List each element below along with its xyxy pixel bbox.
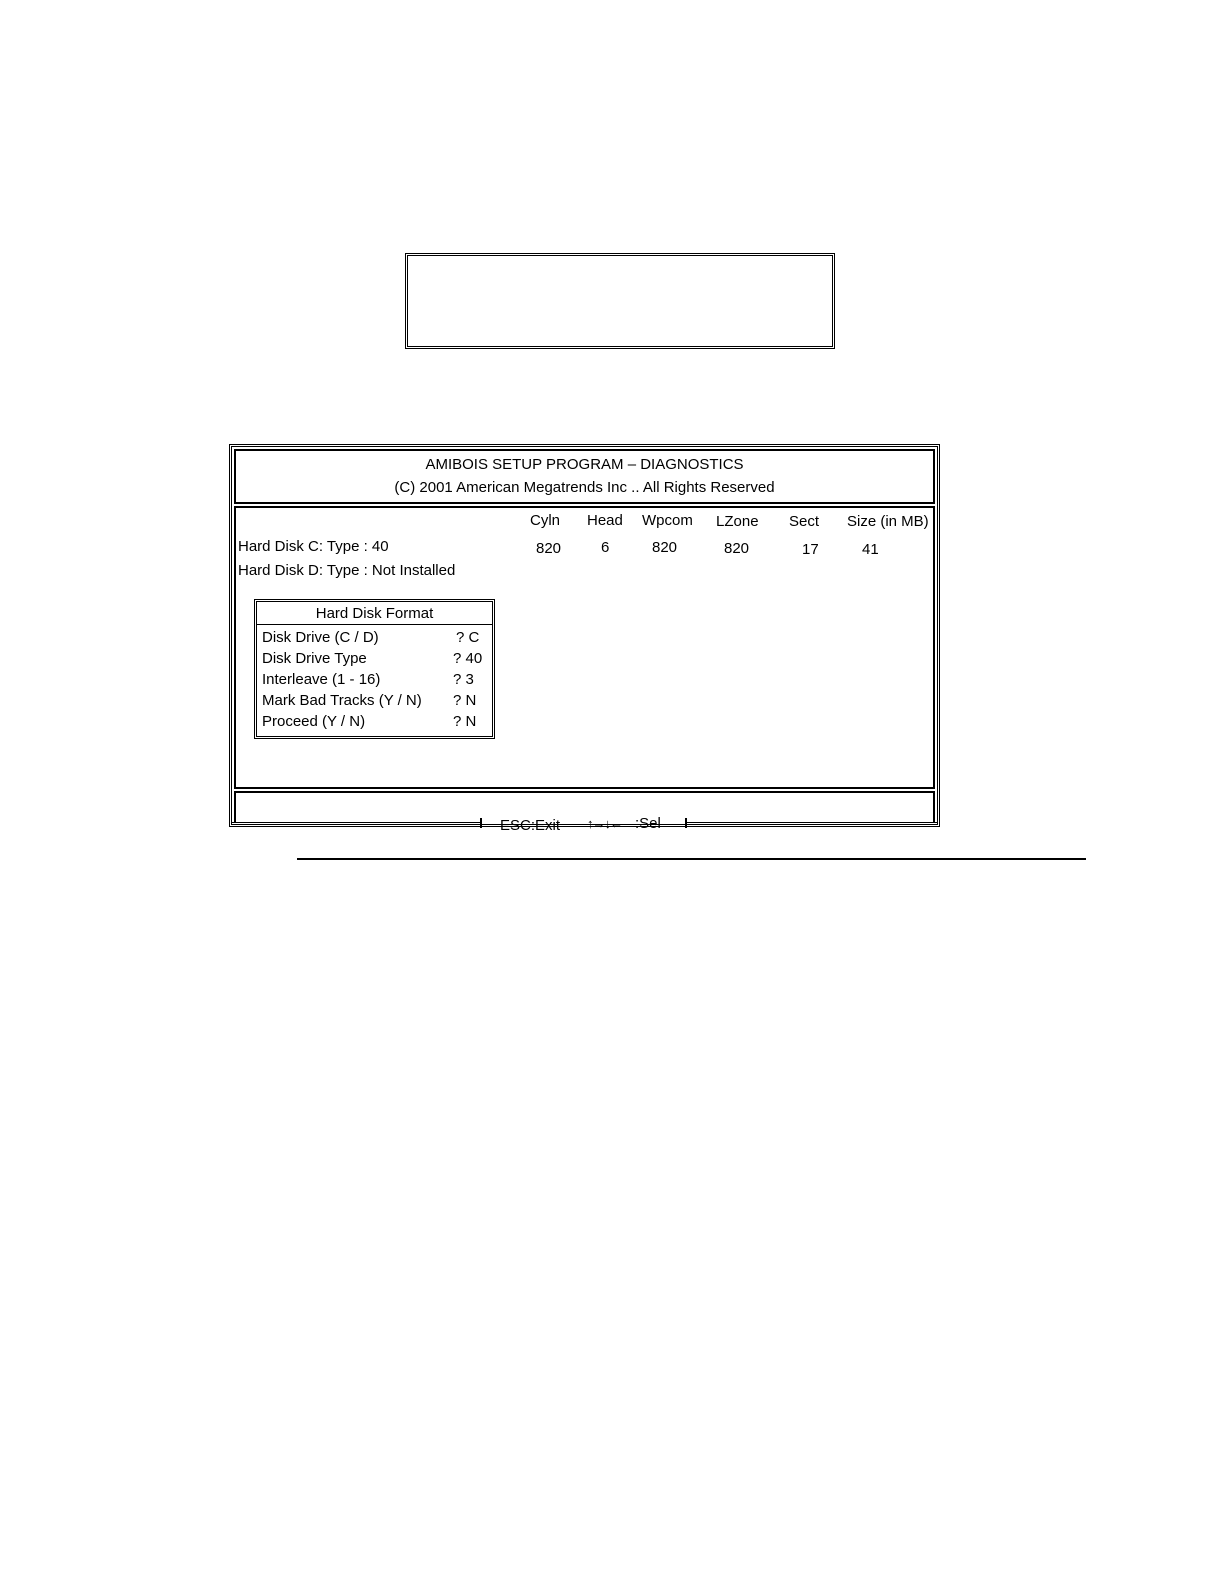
column-header-lzone: LZone xyxy=(716,513,759,530)
footer-rule-left xyxy=(232,822,482,825)
disk-d-label[interactable]: Hard Disk D: Type : Not Installed xyxy=(238,562,456,579)
arrow-keys-icon: ↑→↓← xyxy=(587,816,622,831)
format-row-label: Proceed (Y / N) xyxy=(262,713,366,730)
bios-footer xyxy=(234,791,935,822)
format-row-value[interactable]: ? 3 xyxy=(453,671,474,688)
column-header-sect: Sect xyxy=(789,513,820,530)
format-row-label: Disk Drive (C / D) xyxy=(262,629,379,646)
format-row-label: Disk Drive Type xyxy=(262,650,367,667)
format-row-label: Mark Bad Tracks (Y / N) xyxy=(262,692,422,709)
column-header-size: Size (in MB) xyxy=(847,513,929,530)
footer-rule-left-end xyxy=(480,818,482,828)
esc-exit-hint: ESC:Exit xyxy=(500,817,561,834)
select-hint: :Sel xyxy=(635,815,661,832)
format-dialog-title: Hard Disk Format xyxy=(315,605,434,622)
disk-c-head: 6 xyxy=(601,539,610,556)
format-row-value[interactable]: ? N xyxy=(453,713,477,730)
disk-c-lzone: 820 xyxy=(724,540,750,557)
format-dialog-title-bar xyxy=(257,602,492,625)
disk-c-cyln: 820 xyxy=(536,540,562,557)
column-header-wpcom: Wpcom xyxy=(642,512,693,529)
setup-title: AMIBOIS SETUP PROGRAM – DIAGNOSTICS xyxy=(425,456,744,473)
format-row-label: Interleave (1 - 16) xyxy=(262,671,381,688)
disk-c-sect: 17 xyxy=(802,541,819,558)
page-separator-line xyxy=(297,858,1086,860)
format-row-value[interactable]: ? 40 xyxy=(453,650,483,667)
format-row-value[interactable]: ? C xyxy=(456,629,480,646)
column-header-head: Head xyxy=(587,512,623,529)
disk-c-wpcom: 820 xyxy=(652,539,678,556)
copyright-line: (C) 2001 American Megatrends Inc .. All Rights Reserved xyxy=(394,479,775,496)
footer-rule-right xyxy=(686,822,937,825)
empty-banner-box xyxy=(405,253,835,349)
format-row-value[interactable]: ? N xyxy=(453,692,477,709)
disk-c-label[interactable]: Hard Disk C: Type : 40 xyxy=(238,538,389,555)
column-header-cyln: Cyln xyxy=(530,512,561,529)
disk-c-size: 41 xyxy=(862,541,879,558)
footer-rule-right-end xyxy=(685,818,687,828)
